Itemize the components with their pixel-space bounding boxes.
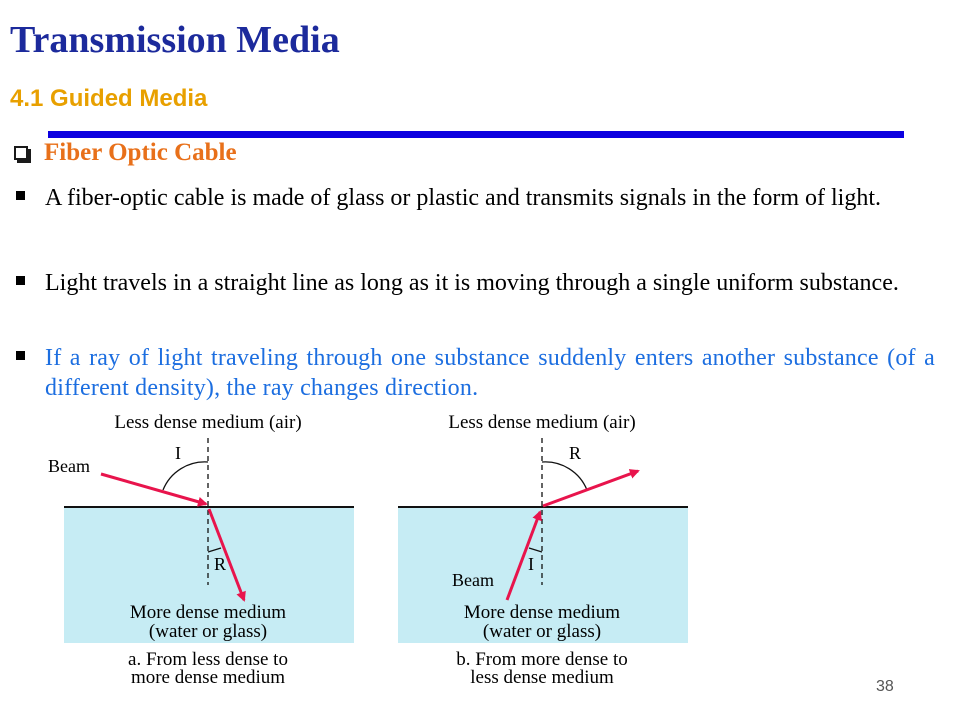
panel-a-incident-ray (101, 474, 206, 504)
bullet-text: A fiber-optic cable is made of glass or plastic and transmits signals in the form of light. (45, 185, 882, 211)
panel-a-caption-2: more dense medium (130, 667, 286, 688)
panel-b-top-label: Less dense medium (air) (448, 412, 636, 433)
panel-b-caption-2: less dense medium (470, 667, 614, 688)
panel-a-medium-label-1: More dense medium (129, 602, 287, 623)
panel-a-beam-label: Beam (48, 456, 90, 476)
slide-title: Transmission Media (10, 19, 340, 61)
panel-b-medium-label-2: (water or glass) (482, 621, 602, 642)
panel-b-incident-label: I (528, 554, 534, 574)
panel-a-top-label: Less dense medium (air) (114, 412, 302, 433)
slide-number: 38 (876, 678, 894, 695)
panel-b (398, 412, 688, 688)
panel-b-refracted-angle-arc (542, 462, 587, 490)
panel-a (48, 412, 354, 688)
panel-b-medium-label-1: More dense medium (463, 602, 621, 623)
slide-subtitle: 4.1 Guided Media (10, 85, 208, 112)
panel-a-incident-label: I (175, 443, 181, 463)
panel-b-caption-1: b. From more dense to (456, 649, 628, 670)
bullet-text: Light travels in a straight line as long as it is moving through a single uniform substance. (45, 270, 899, 296)
panel-a-caption-1: a. From less dense to (128, 649, 288, 670)
panel-a-incident-angle-arc (163, 462, 208, 490)
panel-b-refracted-label: R (569, 443, 582, 463)
panel-a-medium-label-2: (water or glass) (148, 621, 268, 642)
section-heading-text: Fiber Optic Cable (44, 139, 237, 166)
bullet-text: If a ray of light traveling through one substance suddenly enters another substance (of a different density), the ray changes direction. (45, 345, 935, 401)
panel-b-refracted-ray (543, 471, 638, 506)
panel-a-refracted-label: R (214, 554, 227, 574)
panel-b-beam-label: Beam (452, 570, 494, 590)
